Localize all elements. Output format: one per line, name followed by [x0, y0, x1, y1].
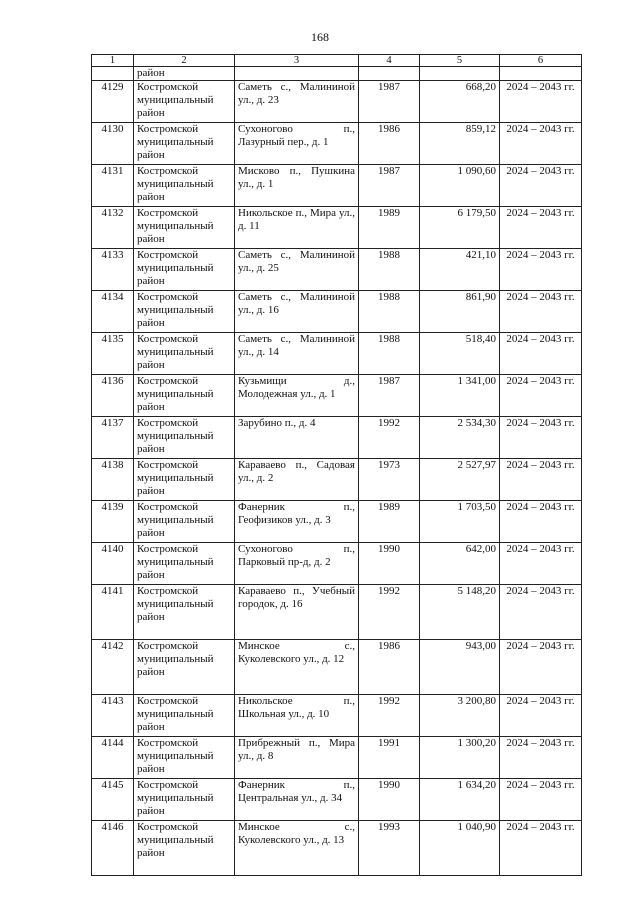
cell-period: 2024 – 2043 гг. [500, 81, 582, 123]
cell-district: Костромской муниципальный район [134, 695, 235, 737]
table-row [92, 640, 582, 695]
cell-district: Костромской муниципальный район [134, 165, 235, 207]
header-cell: 4 [359, 55, 420, 67]
cell-address: Минское с., Куколевского ул., д. 12 [235, 640, 359, 695]
cell-area: 1 040,90 [420, 821, 500, 876]
header-cell: 1 [92, 55, 134, 67]
cell-num: 4138 [92, 459, 134, 501]
cell-district: Костромской муниципальный район [134, 333, 235, 375]
cell-num: 4134 [92, 291, 134, 333]
cell-period: 2024 – 2043 гг. [500, 543, 582, 585]
cell-address: Саметь с., Малининой ул., д. 25 [235, 249, 359, 291]
cell-period: 2024 – 2043 гг. [500, 695, 582, 737]
table-row [92, 417, 582, 459]
cell-year: 1992 [359, 417, 420, 459]
cell-year: 1989 [359, 501, 420, 543]
cell-district: Костромской муниципальный район [134, 417, 235, 459]
cell-address: Саметь с., Малининой ул., д. 16 [235, 291, 359, 333]
continuation-row [92, 67, 582, 81]
cell-address: Саметь с., Малининой ул., д. 14 [235, 333, 359, 375]
cell-area: 861,90 [420, 291, 500, 333]
cell-district: Костромской муниципальный район [134, 249, 235, 291]
table-row [92, 501, 582, 543]
table-row [92, 249, 582, 291]
page-number: 168 [311, 30, 329, 44]
cell-period: 2024 – 2043 гг. [500, 585, 582, 640]
header-cell: 2 [134, 55, 235, 67]
cell-area: 1 341,00 [420, 375, 500, 417]
buildings-table [91, 54, 582, 876]
cell-address: Фанерник п., Геофизиков ул., д. 3 [235, 501, 359, 543]
cell-area: 943,00 [420, 640, 500, 695]
table-row [92, 585, 582, 640]
cell-period: 2024 – 2043 гг. [500, 501, 582, 543]
cell-year: 1990 [359, 543, 420, 585]
table-row [92, 81, 582, 123]
cell-district: Костромской муниципальный район [134, 779, 235, 821]
cell-num: 4130 [92, 123, 134, 165]
cell-period: 2024 – 2043 гг. [500, 779, 582, 821]
table-row [92, 821, 582, 876]
cell-year: 1988 [359, 291, 420, 333]
cell-year: 1990 [359, 779, 420, 821]
cell-num: 4141 [92, 585, 134, 640]
cell-district: Костромской муниципальный район [134, 375, 235, 417]
cell-address: Сухоногово п., Лазурный пер., д. 1 [235, 123, 359, 165]
header-cell: 5 [420, 55, 500, 67]
cell-year [359, 67, 420, 81]
cell-year: 1993 [359, 821, 420, 876]
cell-area [420, 67, 500, 81]
cell-area: 2 527,97 [420, 459, 500, 501]
cell-address: Кузьмищи д., Молодежная ул., д. 1 [235, 375, 359, 417]
cell-address: Минское с., Куколевского ул., д. 13 [235, 821, 359, 876]
cell-area: 1 090,60 [420, 165, 500, 207]
cell-period: 2024 – 2043 гг. [500, 123, 582, 165]
table-row [92, 207, 582, 249]
table-row [92, 695, 582, 737]
cell-district: Костромской муниципальный район [134, 737, 235, 779]
cell-num: 4144 [92, 737, 134, 779]
cell-area: 1 703,50 [420, 501, 500, 543]
cell-period: 2024 – 2043 гг. [500, 459, 582, 501]
cell-area: 1 300,20 [420, 737, 500, 779]
cell-period: 2024 – 2043 гг. [500, 737, 582, 779]
table-row [92, 543, 582, 585]
cell-area: 668,20 [420, 81, 500, 123]
cell-district: Костромской муниципальный район [134, 291, 235, 333]
cell-district: Костромской муниципальный район [134, 459, 235, 501]
cell-period: 2024 – 2043 гг. [500, 640, 582, 695]
cell-district: Костромской муниципальный район [134, 640, 235, 695]
cell-year: 1991 [359, 737, 420, 779]
header-cell: 3 [235, 55, 359, 67]
cell-area: 642,00 [420, 543, 500, 585]
cell-num: 4131 [92, 165, 134, 207]
cell-num: 4129 [92, 81, 134, 123]
cell-district: Костромской муниципальный район [134, 501, 235, 543]
cell-address: Фанерник п., Центральная ул., д. 34 [235, 779, 359, 821]
cell-year: 1986 [359, 640, 420, 695]
cell-year: 1987 [359, 81, 420, 123]
cell-year: 1992 [359, 695, 420, 737]
cell-area: 5 148,20 [420, 585, 500, 640]
cell-year: 1973 [359, 459, 420, 501]
header-row [92, 55, 582, 67]
cell-district: район [134, 67, 235, 81]
cell-num: 4145 [92, 779, 134, 821]
cell-period: 2024 – 2043 гг. [500, 821, 582, 876]
cell-num: 4133 [92, 249, 134, 291]
table-row [92, 459, 582, 501]
cell-address: Караваево п., Садовая ул., д. 2 [235, 459, 359, 501]
cell-address: Саметь с., Малининой ул., д. 23 [235, 81, 359, 123]
cell-num: 4143 [92, 695, 134, 737]
cell-area: 1 634,20 [420, 779, 500, 821]
table-row [92, 165, 582, 207]
cell-year: 1988 [359, 249, 420, 291]
cell-period: 2024 – 2043 гг. [500, 333, 582, 375]
cell-address: Караваево п., Учебный городок, д. 16 [235, 585, 359, 640]
cell-num: 4135 [92, 333, 134, 375]
header-cell: 6 [500, 55, 582, 67]
cell-num: 4140 [92, 543, 134, 585]
cell-district: Костромской муниципальный район [134, 123, 235, 165]
cell-address [235, 67, 359, 81]
table-row [92, 779, 582, 821]
cell-district: Костромской муниципальный район [134, 585, 235, 640]
cell-year: 1986 [359, 123, 420, 165]
cell-year: 1992 [359, 585, 420, 640]
cell-period: 2024 – 2043 гг. [500, 291, 582, 333]
table-row [92, 737, 582, 779]
cell-num [92, 67, 134, 81]
table-row [92, 375, 582, 417]
table-row [92, 333, 582, 375]
cell-district: Костромской муниципальный район [134, 821, 235, 876]
cell-address: Сухоногово п., Парковый пр-д, д. 2 [235, 543, 359, 585]
cell-area: 2 534,30 [420, 417, 500, 459]
cell-year: 1989 [359, 207, 420, 249]
cell-area: 6 179,50 [420, 207, 500, 249]
cell-district: Костромской муниципальный район [134, 543, 235, 585]
table-row [92, 291, 582, 333]
cell-period: 2024 – 2043 гг. [500, 417, 582, 459]
cell-district: Костромской муниципальный район [134, 207, 235, 249]
cell-period [500, 67, 582, 81]
cell-year: 1987 [359, 165, 420, 207]
cell-address: Никольское п., Школьная ул., д. 10 [235, 695, 359, 737]
cell-num: 4137 [92, 417, 134, 459]
cell-num: 4136 [92, 375, 134, 417]
cell-year: 1988 [359, 333, 420, 375]
cell-address: Прибрежный п., Мира ул., д. 8 [235, 737, 359, 779]
cell-district: Костромской муниципальный район [134, 81, 235, 123]
cell-period: 2024 – 2043 гг. [500, 165, 582, 207]
cell-address: Мисково п., Пушкина ул., д. 1 [235, 165, 359, 207]
cell-num: 4146 [92, 821, 134, 876]
cell-num: 4132 [92, 207, 134, 249]
cell-period: 2024 – 2043 гг. [500, 207, 582, 249]
cell-period: 2024 – 2043 гг. [500, 375, 582, 417]
cell-year: 1987 [359, 375, 420, 417]
cell-area: 518,40 [420, 333, 500, 375]
cell-num: 4142 [92, 640, 134, 695]
cell-area: 3 200,80 [420, 695, 500, 737]
cell-area: 859,12 [420, 123, 500, 165]
table-row [92, 123, 582, 165]
cell-address: Зарубино п., д. 4 [235, 417, 359, 459]
cell-address: Никольское п., Мира ул., д. 11 [235, 207, 359, 249]
cell-num: 4139 [92, 501, 134, 543]
cell-period: 2024 – 2043 гг. [500, 249, 582, 291]
cell-area: 421,10 [420, 249, 500, 291]
